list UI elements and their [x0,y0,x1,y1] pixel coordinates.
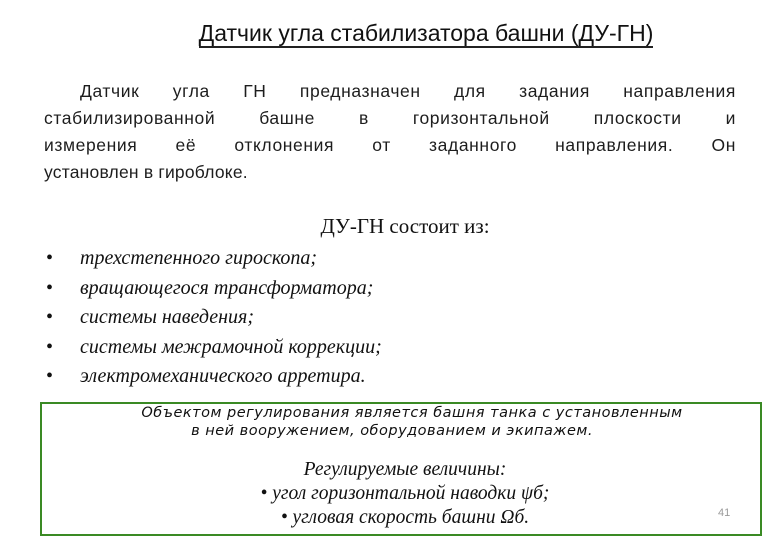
description-line: установлен в гироблоке. [44,162,248,182]
list-item [46,274,382,304]
list-item [46,333,382,363]
regulated-values [0,458,780,530]
description-line: стабилизированной башне в горизонтальной плоскости и [44,108,736,128]
regulated-item: • угловая скорость башни Ωб. [280,507,530,528]
description-line: Датчик угла ГН предназначен для задания направления [80,81,736,101]
list-item-text: системы межрамочной коррекции; [80,335,382,358]
description-paragraph [44,78,736,186]
control-object-text [52,404,772,440]
control-object-line: в ней вооружением, оборудованием и экипажем. [191,423,593,439]
slide-title [0,20,780,47]
list-item-text: электромеханического арретира. [80,365,366,387]
description-line: измерения её отклонения от заданного направления. Он [44,135,736,155]
list-item [46,244,382,274]
list-item-text: вращающегося трансформатора; [80,276,374,299]
bullet-icon: • [46,276,54,299]
page-number: 41 [718,507,731,519]
bullet-icon: • [46,365,54,387]
components-list [46,244,382,392]
regulated-heading: Регулируемые величины: [303,459,507,480]
bullet-icon: • [46,306,54,328]
control-object-line: Объектом регулирования является башня танка с установленным [141,405,683,421]
bullet-icon: • [46,335,54,358]
list-item-text: трехстепенного гироскопа; [80,247,318,269]
regulated-item: • угол горизонтальной наводки ψб; [260,483,550,504]
bullet-icon: • [46,247,54,269]
slide-title-text: Датчик угла стабилизатора башни (ДУ-ГН) [198,20,654,46]
list-item [46,362,382,392]
components-heading: ДУ-ГН состоит из: [320,214,490,238]
list-item [46,303,382,333]
list-item-text: системы наведения; [80,306,254,328]
